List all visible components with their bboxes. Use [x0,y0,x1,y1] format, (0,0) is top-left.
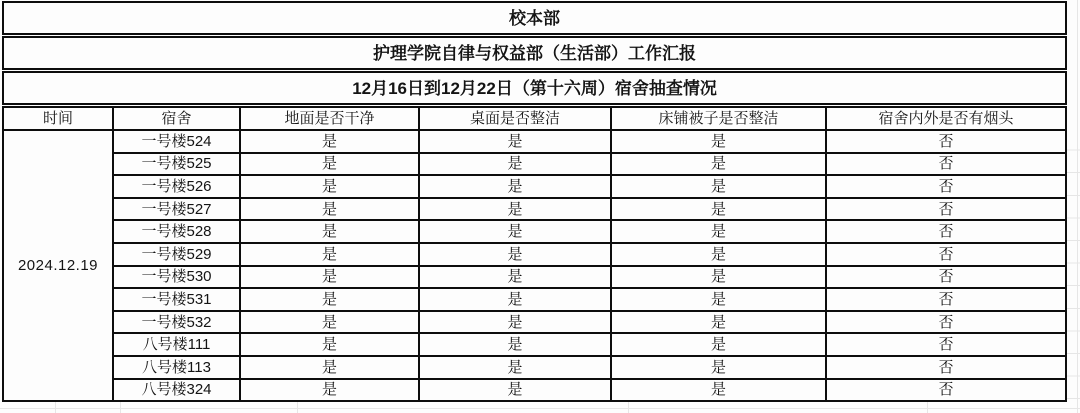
value-cell: 是 [240,311,419,334]
value-cell: 是 [611,175,826,198]
faint-gridline-horizontal [0,408,1080,409]
value-cell: 是 [611,356,826,379]
report-title-department: 护理学院自律与权益部（生活部）工作汇报 [3,36,1066,71]
dorm-cell: 八号楼111 [113,333,240,356]
value-cell: 否 [826,311,1066,334]
value-cell: 是 [611,288,826,311]
dorm-cell: 一号楼527 [113,198,240,221]
value-cell: 是 [240,379,419,402]
dorm-cell: 一号楼532 [113,311,240,334]
value-cell: 否 [826,379,1066,402]
value-cell: 是 [611,311,826,334]
value-cell: 是 [240,243,419,266]
value-cell: 是 [611,379,826,402]
column-header-cigarette-butts: 宿舍内外是否有烟头 [826,106,1066,131]
column-header-desk-tidy: 桌面是否整洁 [419,106,611,131]
value-cell: 是 [240,175,419,198]
value-cell: 否 [826,243,1066,266]
inspection-report-table [2,1,1067,402]
value-cell: 否 [826,130,1066,153]
dorm-cell: 一号楼526 [113,175,240,198]
value-cell: 是 [611,130,826,153]
value-cell: 是 [611,220,826,243]
value-cell: 否 [826,220,1066,243]
value-cell: 是 [419,175,611,198]
value-cell: 否 [826,356,1066,379]
dorm-cell: 八号楼113 [113,356,240,379]
value-cell: 是 [419,220,611,243]
value-cell: 是 [611,198,826,221]
column-header-floor-clean: 地面是否干净 [240,106,419,131]
value-cell: 是 [240,198,419,221]
value-cell: 是 [419,243,611,266]
dorm-cell: 一号楼524 [113,130,240,153]
column-header-dorm: 宿舍 [113,106,240,131]
dorm-cell: 一号楼529 [113,243,240,266]
value-cell: 是 [419,379,611,402]
value-cell: 是 [419,198,611,221]
value-cell: 否 [826,198,1066,221]
column-header-time: 时间 [3,106,113,131]
value-cell: 是 [419,266,611,289]
value-cell: 是 [240,356,419,379]
value-cell: 是 [240,220,419,243]
value-cell: 否 [826,153,1066,176]
value-cell: 否 [826,266,1066,289]
value-cell: 是 [240,130,419,153]
dorm-cell: 八号楼324 [113,379,240,402]
value-cell: 是 [611,153,826,176]
report-title-period: 12月16日到12月22日（第十六周）宿舍抽查情况 [3,71,1066,106]
value-cell: 是 [611,266,826,289]
value-cell: 是 [240,288,419,311]
value-cell: 是 [240,333,419,356]
value-cell: 否 [826,288,1066,311]
dorm-cell: 一号楼528 [113,220,240,243]
column-header-bed-tidy: 床铺被子是否整洁 [611,106,826,131]
value-cell: 否 [826,175,1066,198]
value-cell: 是 [419,311,611,334]
dorm-cell: 一号楼525 [113,153,240,176]
dorm-cell: 一号楼531 [113,288,240,311]
value-cell: 是 [419,288,611,311]
value-cell: 是 [611,243,826,266]
dorm-cell: 一号楼530 [113,266,240,289]
faint-row-gridlines [1066,128,1080,400]
value-cell: 否 [826,333,1066,356]
value-cell: 是 [419,130,611,153]
value-cell: 是 [419,153,611,176]
value-cell: 是 [419,333,611,356]
report-title-campus: 校本部 [3,2,1066,36]
value-cell: 是 [419,356,611,379]
value-cell: 是 [611,333,826,356]
value-cell: 是 [240,153,419,176]
time-cell: 2024.12.19 [3,130,113,401]
value-cell: 是 [240,266,419,289]
